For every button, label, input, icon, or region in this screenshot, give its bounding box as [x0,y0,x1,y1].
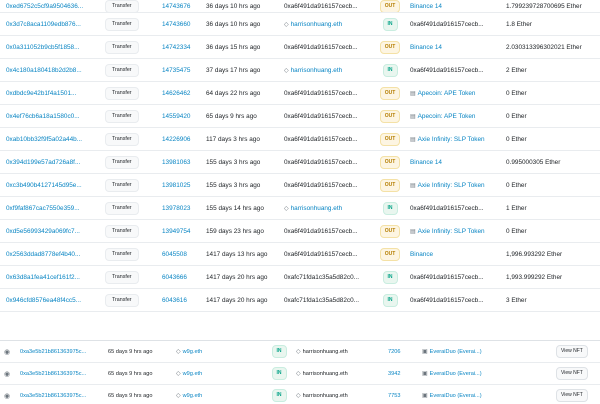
ens-icon: ◇ [176,371,181,377]
method-badge: Transfer [105,271,139,284]
tx-hash-link[interactable]: 0xdbdc9e42b1f4a1501... [6,89,77,97]
from-address[interactable] [284,36,376,58]
nft-item-text: EveraiDuo (Everai...) [429,370,482,377]
from-address[interactable] [284,13,376,35]
table-row [0,243,600,266]
table-row [0,220,600,243]
method-cell [105,174,140,196]
eye-icon[interactable]: ◉ [4,370,11,378]
block-link[interactable]: 13981025 [162,181,191,189]
age-text: 65 days 9 hrs ago [108,370,153,377]
nft-transfers-table [0,340,600,404]
to-address[interactable] [410,220,505,242]
contract-icon: ▤ [410,136,416,143]
method-badge: Transfer [105,225,139,238]
direction-badge: IN [272,367,287,380]
from-address-text: 0xa6f491da916157cecb... [284,135,358,143]
nft-icon: ▣ [422,349,428,355]
contract-icon: ▤ [410,90,416,97]
ens-icon: ◇ [284,21,289,28]
age-text: 65 days 9 hrs ago [108,392,153,399]
from-address-text: 0xa6f491da916157cecb... [284,43,358,51]
direction-badge: OUT [380,156,401,169]
from-address[interactable] [284,174,376,196]
table-row [0,363,600,385]
ens-icon: ◇ [284,67,289,74]
direction-cell [268,385,290,404]
method-cell [105,128,140,150]
direction-badge: IN [272,389,287,402]
to-address-text: 0xa6f491da916157cecb... [410,20,484,28]
to-address-text: 0xa6f491da916157cecb... [410,273,484,281]
table-row [0,174,600,197]
age-text: 1417 days 20 hrs ago [206,296,268,304]
nft-icon: ▣ [422,393,428,399]
method-badge: Transfer [105,248,139,261]
from-address-text: 0xa6f491da916157cecb... [284,2,358,10]
age-text: 65 days 9 hrs ago [108,348,153,355]
ens-icon: ◇ [176,349,181,355]
tx-hash-link[interactable]: 0x63d8a1fea41cef161f2... [6,273,80,281]
age-text: 65 days 9 hrs ago [206,112,257,120]
age-text: 64 days 22 hrs ago [206,89,261,97]
to-address[interactable] [410,243,505,265]
to-address-text: Axie Infinity: SLP Token [417,135,485,143]
method-cell [105,59,140,81]
nft-item-text: EveraiDuo (Everai...) [429,392,482,399]
to-address-text: Binance 14 [410,43,442,51]
direction-badge: OUT [380,41,401,54]
from-address[interactable] [284,243,376,265]
to-address[interactable] [410,197,505,219]
table-row [0,151,600,174]
tx-hash-link[interactable]: 0x946cfd8576ea48f4cc5... [6,296,81,304]
view-nft-button[interactable]: View NFT [556,389,588,402]
method-cell [105,0,140,12]
token-id-link[interactable]: 7206 [388,348,401,355]
direction-badge: OUT [380,87,401,100]
value-text: 0 Ether [506,227,527,235]
method-badge: Transfer [105,133,139,146]
direction-cell [378,36,402,58]
to-address[interactable] [296,363,380,384]
view-nft-button[interactable]: View NFT [556,345,588,358]
contract-icon: ▤ [410,182,416,189]
action-cell [556,363,596,384]
age-text: 1417 days 13 hrs ago [206,250,268,258]
method-badge: Transfer [105,156,139,169]
value-text: 1,993.999292 Ether [506,273,563,281]
direction-cell [378,13,402,35]
method-cell [105,105,140,127]
tx-hash-link[interactable]: 0x3d7c8aca1109edb876... [6,20,81,28]
method-cell [105,36,140,58]
to-address[interactable] [410,0,505,12]
method-cell [105,151,140,173]
to-address-text: harrisonhuang.eth [302,392,348,399]
from-address-text: harrisonhuang.eth [290,204,343,212]
method-cell [105,220,140,242]
value-text: 2 Ether [506,66,527,74]
value-text: 0 Ether [506,135,527,143]
direction-cell [268,341,290,362]
value-text: 1,996.993292 Ether [506,250,563,258]
tx-hash-link[interactable]: 0xd5e56993429a069fc7... [6,227,80,235]
direction-badge: IN [383,202,398,215]
direction-cell [378,128,402,150]
nft-item-link[interactable] [422,385,522,404]
ens-icon: ◇ [296,349,301,355]
to-address-text: Binance 14 [410,158,442,166]
table-row [0,128,600,151]
token-id-link[interactable]: 3942 [388,370,401,377]
to-address-text: harrisonhuang.eth [302,348,348,355]
direction-badge: OUT [380,179,401,192]
direction-badge: OUT [380,225,401,238]
value-text: 0 Ether [506,112,527,120]
from-address[interactable] [284,151,376,173]
method-cell [105,82,140,104]
to-address-text: Axie Infinity: SLP Token [417,181,485,189]
tx-hash-link[interactable]: 0x4c180a180418b2d2b8... [6,66,82,74]
from-address[interactable] [284,289,376,311]
age-text: 155 days 14 hrs ago [206,204,264,212]
to-address-text: Apecoin: APE Token [417,112,476,120]
from-address[interactable] [284,220,376,242]
ens-icon: ◇ [296,393,301,399]
table-row [0,59,600,82]
to-address[interactable] [410,266,505,288]
to-address[interactable] [296,385,380,404]
from-address[interactable] [284,82,376,104]
token-id-link[interactable]: 7753 [388,392,401,399]
tx-hash-link[interactable]: 0xa3e5b21b861363975c... [20,392,87,399]
table-row [0,105,600,128]
block-link[interactable]: 14226906 [162,135,191,143]
from-address[interactable] [284,105,376,127]
tx-hash-link[interactable]: 0xa3e5b21b861363975c... [20,370,87,377]
age-text: 37 days 17 hrs ago [206,66,261,74]
value-text: 0 Ether [506,89,527,97]
to-address[interactable] [410,105,505,127]
from-address[interactable] [284,128,376,150]
nft-icon: ▣ [422,371,428,377]
value-text: 1.8 Ether [506,20,532,28]
direction-badge: OUT [380,248,401,261]
value-text: 1.799239728700695 Ether [506,2,582,10]
block-link[interactable]: 13949754 [162,227,191,235]
table-row [0,266,600,289]
direction-cell [378,220,402,242]
from-address[interactable] [176,363,261,384]
from-address-text: 0xafc71fda1c35a5d82c0... [284,296,359,304]
to-address-text: Binance [410,250,434,258]
ens-icon: ◇ [176,393,181,399]
method-badge: Transfer [105,0,139,12]
from-address-text: 0xa6f491da916157cecb... [284,112,358,120]
action-cell [556,341,596,362]
contract-icon: ▤ [410,228,416,235]
tx-hash-link[interactable]: 0xa3e5b21b861363975c... [20,348,87,355]
table-row [0,197,600,220]
block-link[interactable]: 14742334 [162,43,191,51]
to-address[interactable] [410,13,505,35]
method-badge: Transfer [105,64,139,77]
age-text: 36 days 10 hrs ago [206,2,261,10]
to-address[interactable] [410,289,505,311]
age-text: 155 days 3 hrs ago [206,181,261,189]
value-text: 3 Ether [506,296,527,304]
method-badge: Transfer [105,18,139,31]
tx-hash-link[interactable]: 0x0a311052b9cb5f1858... [6,43,80,51]
age-text: 36 days 10 hrs ago [206,20,261,28]
method-cell [105,289,140,311]
to-address[interactable] [410,151,505,173]
from-address-text: harrisonhuang.eth [290,20,343,28]
direction-cell [378,243,402,265]
ens-icon: ◇ [284,205,289,212]
direction-cell [378,151,402,173]
to-address[interactable] [296,341,380,362]
method-cell [105,243,140,265]
contract-icon: ▤ [410,113,416,120]
direction-cell [378,289,402,311]
nft-item-text: EveraiDuo (Everai...) [429,348,482,355]
direction-cell [378,197,402,219]
tx-hash-link[interactable]: 0x2563ddad8778ef4b40... [6,250,81,258]
method-badge: Transfer [105,179,139,192]
to-address[interactable] [410,128,505,150]
block-link[interactable]: 6045508 [162,250,187,258]
direction-badge: IN [383,18,398,31]
tx-hash-link[interactable]: 0x394d199e57ad726a8f... [6,158,81,166]
eye-icon[interactable]: ◉ [4,392,11,400]
from-address[interactable] [284,0,376,12]
direction-cell [268,363,290,384]
ens-icon: ◇ [296,371,301,377]
table-row [0,0,600,13]
method-badge: Transfer [105,110,139,123]
age-text: 117 days 3 hrs ago [206,135,260,143]
tx-hash-link[interactable]: 0xab10bb32f9f5a02a44b... [6,135,83,143]
from-address-text: 0xa6f491da916157cecb... [284,181,358,189]
value-text: 2.030313396302021 Ether [506,43,582,51]
from-address[interactable] [284,197,376,219]
direction-cell [378,266,402,288]
direction-badge: IN [272,345,287,358]
from-address-text: 0xa6f491da916157cecb... [284,227,358,235]
method-badge: Transfer [105,87,139,100]
direction-cell [378,174,402,196]
to-address-text: 0xa6f491da916157cecb... [410,296,484,304]
method-badge: Transfer [105,294,139,307]
table-row [0,385,600,404]
direction-badge: OUT [380,133,401,146]
from-address[interactable] [284,266,376,288]
block-link[interactable]: 13981063 [162,158,191,166]
value-text: 1 Ether [506,204,527,212]
direction-badge: IN [383,64,398,77]
direction-cell [378,59,402,81]
to-address-text: Axie Infinity: SLP Token [417,227,485,235]
from-address-text: 0xa6f491da916157cecb... [284,250,358,258]
method-cell [105,13,140,35]
direction-badge: IN [383,271,398,284]
age-text: 155 days 3 hrs ago [206,158,261,166]
direction-badge: IN [383,294,398,307]
from-address-text: w9g.eth [182,370,203,377]
to-address-text: Binance 14 [410,2,442,10]
value-text: 0.995000305 Ether [506,158,561,166]
block-link[interactable]: 6043616 [162,296,187,304]
to-address-text: 0xa6f491da916157cecb... [410,204,484,212]
from-address-text: 0xa6f491da916157cecb... [284,158,358,166]
to-address[interactable] [410,82,505,104]
view-nft-button[interactable]: View NFT [556,367,588,380]
value-text: 0 Ether [506,181,527,189]
from-address[interactable] [176,385,261,404]
eye-icon[interactable]: ◉ [4,348,11,356]
from-address-text: 0xafc71fda1c35a5d82c0... [284,273,359,281]
method-badge: Transfer [105,41,139,54]
age-text: 36 days 15 hrs ago [206,43,261,51]
to-address[interactable] [410,59,505,81]
from-address-text: w9g.eth [182,392,203,399]
direction-cell [378,82,402,104]
table-row [0,13,600,36]
to-address-text: harrisonhuang.eth [302,370,348,377]
block-link[interactable]: 14743676 [162,2,191,10]
to-address[interactable] [410,36,505,58]
table-row [0,289,600,312]
block-link[interactable]: 6043666 [162,273,187,281]
nft-item-link[interactable] [422,363,522,384]
direction-badge: OUT [380,0,401,12]
age-text: 159 days 23 hrs ago [206,227,264,235]
from-address-text: 0xa6f491da916157cecb... [284,89,358,97]
tx-hash-link[interactable]: 0xc3b490b4127145d95e... [6,181,82,189]
nft-item-link[interactable] [422,341,522,362]
table-row [0,341,600,363]
block-link[interactable]: 13978023 [162,204,191,212]
action-cell [556,385,596,404]
to-address-text: Apecoin: APE Token [417,89,476,97]
tx-hash-link[interactable]: 0x4ef76cb6a18a1580c0... [6,112,80,120]
method-cell [105,197,140,219]
direction-cell [378,0,402,12]
direction-badge: OUT [380,110,401,123]
tx-hash-link[interactable]: 0xf9faf867cac7550e359... [6,204,80,212]
table-row [0,36,600,59]
block-link[interactable]: 14735475 [162,66,191,74]
block-link[interactable]: 14559420 [162,112,191,120]
block-link[interactable]: 14743660 [162,20,191,28]
direction-cell [378,105,402,127]
age-text: 1417 days 20 hrs ago [206,273,268,281]
to-address-text: 0xa6f491da916157cecb... [410,66,484,74]
to-address[interactable] [410,174,505,196]
from-address[interactable] [284,59,376,81]
from-address[interactable] [176,341,261,362]
from-address-text: harrisonhuang.eth [290,66,343,74]
block-link[interactable]: 14626462 [162,89,191,97]
from-address-text: w9g.eth [182,348,203,355]
tx-hash-link[interactable]: 0xed6752c5cf9a9504636... [6,2,84,10]
method-cell [105,266,140,288]
table-row [0,82,600,105]
method-badge: Transfer [105,202,139,215]
